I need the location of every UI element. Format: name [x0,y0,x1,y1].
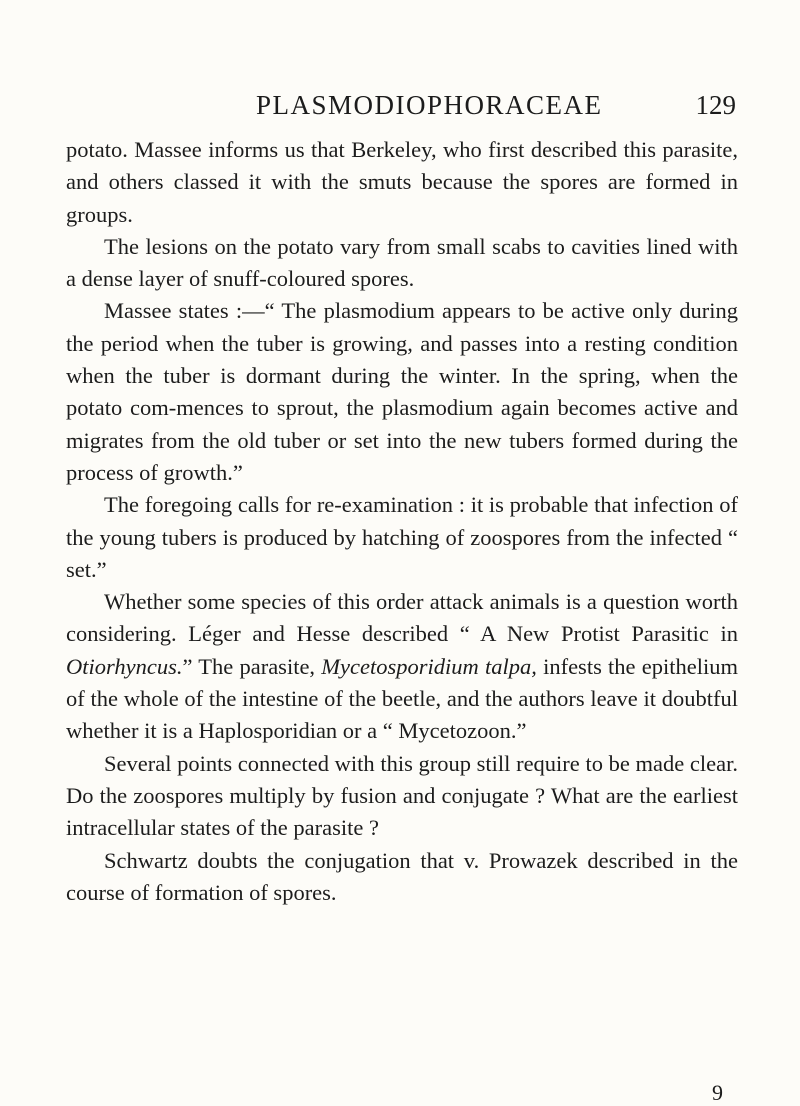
paragraph-5-text-middle: ” The parasite, [182,653,322,679]
paragraph-2: The lesions on the potato vary from small scabs to cavities lined with a dense layer of snuff-coloured spores. [66,233,738,292]
paragraph-5-text-after: infests the epithelium of the whole of the intestine of the beetle, and the authors leave it doubtful whether it is a Haplosporidian or a “ Mycetozoon.” [66,653,738,744]
species-name-otiorhyncus: Otiorhyncus. [66,653,183,679]
body-text [66,134,738,909]
paragraph-6: Several points connected with this group still require to be made clear. Do the zoospores multiply by fusion and conjugate ? What are the earliest intracellular states of the parasite ? [66,750,738,841]
signature-mark: 9 [712,1080,723,1105]
paragraph-5-text-before: Whether some species of this order attack animals is a question worth considering. Léger and Hesse described “ A New Protist Parasitic in [66,589,738,647]
paragraph-1: potato. Massee informs us that Berkeley, who first described this parasite, and others classed it with the smuts because the spores are formed in groups. [66,137,738,227]
paragraph-3: Massee states :—“ The plasmodium appears to be active only during the period when the tuber is growing, and passes into a resting condition when the tuber is dormant during the winter. In the spring, when the potato com-mences to sprout, the plasmodium again becomes active and migrates from the old tuber or set into the new tubers formed during the process of growth.” [66,298,738,485]
running-title: PLASMODIOPHORACEAE [256,90,603,120]
paragraph-5 [66,586,738,747]
page-header [256,90,736,130]
paragraph-4: The foregoing calls for re-examination : it is probable that infection of the young tubers is produced by hatching of zoospores from the infected “ set.” [66,492,738,582]
page-number: 129 [695,90,736,120]
species-name-mycetosporidium: Mycetosporidium talpa, [321,653,537,679]
paragraph-7: Schwartz doubts the conjugation that v. Prowazek described in the course of formation of spores. [66,847,738,905]
